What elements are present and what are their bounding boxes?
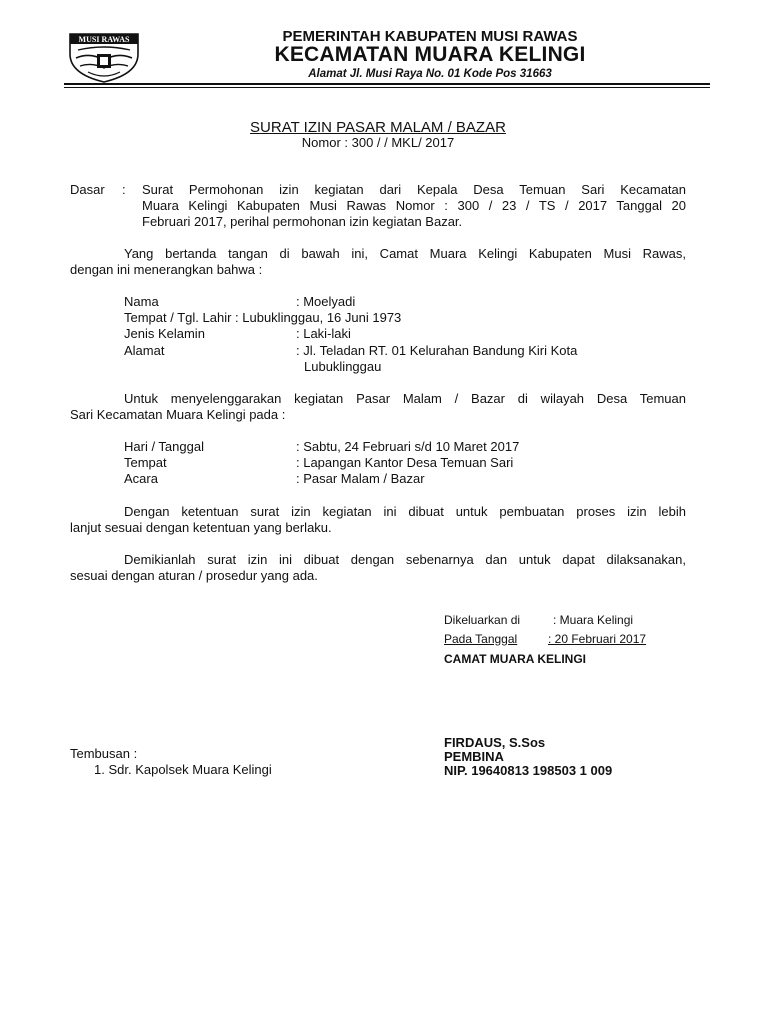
provision-line-2: lanjut sesuai dengan ketentuan yang berlaku. <box>70 520 332 535</box>
tempat-value: : Lapangan Kantor Desa Temuan Sari <box>296 455 514 470</box>
svg-text:MUSI RAWAS: MUSI RAWAS <box>78 35 130 44</box>
signatory-nip: NIP. 19640813 198503 1 009 <box>444 763 613 778</box>
intro-line-1: Yang bertanda tangan di bawah ini, Camat Muara Kelingi Kabupaten Musi Rawas, <box>124 246 686 261</box>
issued-place-value: : Muara Kelingi <box>553 613 634 627</box>
issued-place-label: Dikeluarkan di <box>444 613 521 627</box>
provision-line-1: Dengan ketentuan surat izin kegiatan ini dibuat untuk pembuatan proses izin lebih <box>124 504 686 519</box>
letterhead-divider-thin <box>64 87 710 88</box>
dasar-label: Dasar <box>70 182 105 197</box>
dasar-line-1: Surat Permohonan izin kegiatan dari Kepala Desa Temuan Sari Kecamatan <box>142 182 686 197</box>
alamat-value-2: Lubuklinggau <box>304 359 382 374</box>
hari-tanggal-label: Hari / Tanggal <box>124 439 204 454</box>
issued-date-label: Pada Tanggal <box>444 632 518 646</box>
cc-item: 1. Sdr. Kapolsek Muara Kelingi <box>94 762 272 777</box>
dasar-line-2: Muara Kelingi Kabupaten Musi Rawas Nomor : 300 / 23 / TS / 2017 Tanggal 20 <box>142 198 686 213</box>
signatory-name: FIRDAUS, S.Sos <box>444 735 546 750</box>
closing-line-2: sesuai dengan aturan / prosedur yang ada. <box>70 568 318 583</box>
signatory-rank: PEMBINA <box>444 749 504 764</box>
cc-label: Tembusan : <box>70 746 138 761</box>
jenis-kelamin-value: : Laki-laki <box>296 326 351 341</box>
issuer-position: CAMAT MUARA KELINGI <box>444 652 586 666</box>
alamat-value-1: : Jl. Teladan RT. 01 Kelurahan Bandung Kiri Kota <box>296 343 578 358</box>
ttl-line: Tempat / Tgl. Lahir : Lubuklinggau, 16 Juni 1973 <box>124 310 402 325</box>
letterhead-government: PEMERINTAH KABUPATEN MUSI RAWAS <box>282 28 578 45</box>
letter-number: Nomor : 300 / / MKL/ 2017 <box>301 135 455 150</box>
musi-rawas-emblem-icon <box>64 30 144 84</box>
acara-label: Acara <box>124 471 158 486</box>
letterhead-divider-thick <box>64 83 710 85</box>
alamat-label: Alamat <box>124 343 165 358</box>
letterhead-address: Alamat Jl. Musi Raya No. 01 Kode Pos 31663 <box>308 68 552 80</box>
dasar-line-3: Februari 2017, perihal permohonan izin kegiatan Bazar. <box>142 214 463 229</box>
purpose-line-1: Untuk menyelenggarakan kegiatan Pasar Malam / Bazar di wilayah Desa Temuan <box>124 391 686 406</box>
intro-line-2: dengan ini menerangkan bahwa : <box>70 262 263 277</box>
hari-tanggal-value: : Sabtu, 24 Februari s/d 10 Maret 2017 <box>296 439 520 454</box>
purpose-line-2: Sari Kecamatan Muara Kelingi pada : <box>70 407 286 422</box>
letter-title: SURAT IZIN PASAR MALAM / BAZAR <box>250 119 506 136</box>
letterhead-district: KECAMATAN MUARA KELINGI <box>274 43 586 66</box>
nama-label: Nama <box>124 294 159 309</box>
dasar-colon: : <box>122 182 126 197</box>
nama-value: : Moelyadi <box>296 294 356 309</box>
closing-line-1: Demikianlah surat izin ini dibuat dengan sebenarnya dan untuk dapat dilaksanakan, <box>124 552 686 567</box>
issued-date-value: : 20 Februari 2017 <box>548 632 647 646</box>
jenis-kelamin-label: Jenis Kelamin <box>124 326 205 341</box>
tempat-label: Tempat <box>124 455 167 470</box>
acara-value: : Pasar Malam / Bazar <box>296 471 425 486</box>
